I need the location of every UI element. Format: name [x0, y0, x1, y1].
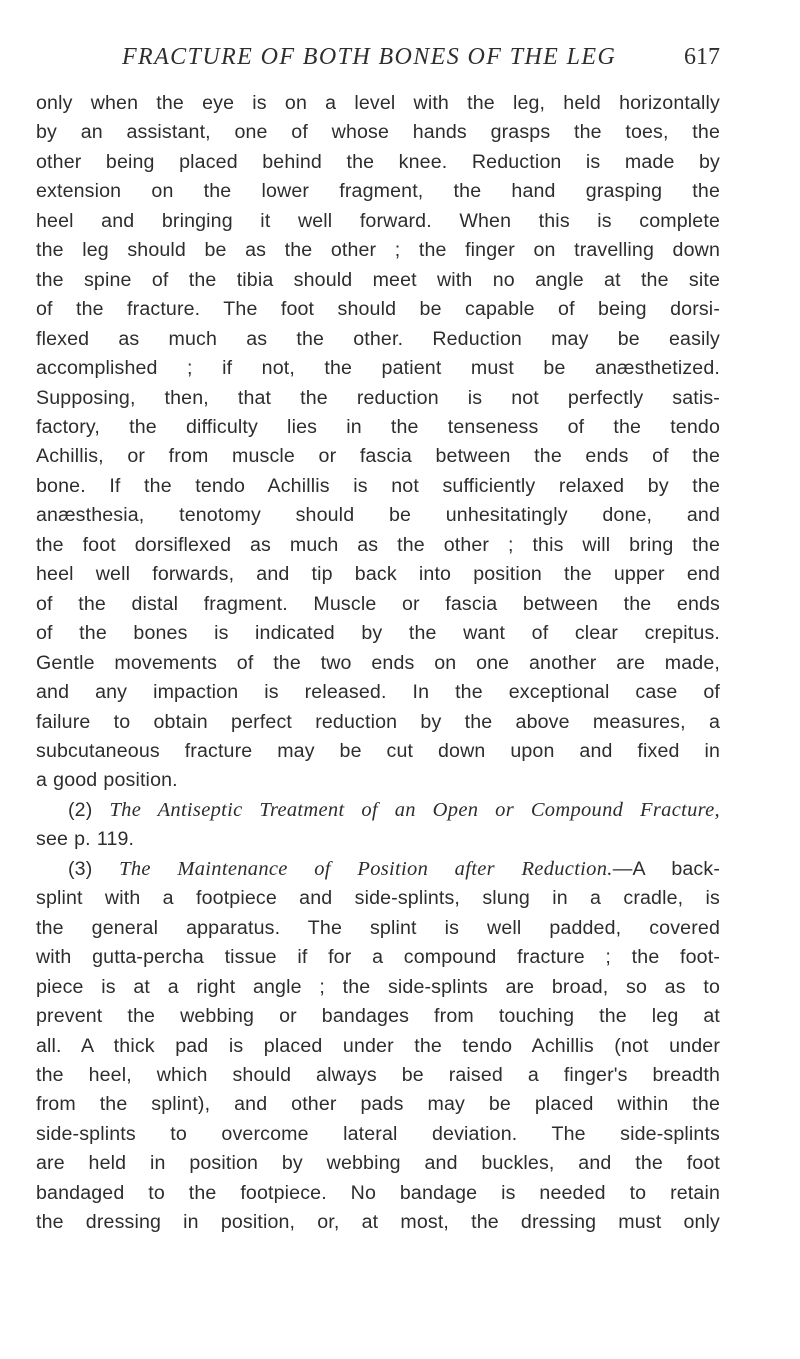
text-line: of the fracture. The foot should be capable of being dorsi- [36, 298, 720, 321]
text-line: see p. 119. [36, 828, 135, 851]
paragraph-maintenance [36, 884, 720, 1237]
text-line: bone. If the tendo Achillis is not sufficiently relaxed by the [36, 474, 720, 497]
text-line: Supposing, then, that the reduction is not perfectly satis- [36, 386, 720, 409]
text-line: only when the eye is on a level with the leg, held horizontally [36, 92, 720, 114]
text-line: accomplished ; if not, the patient must be anæsthetized. [36, 357, 720, 380]
text-line: the general apparatus. The splint is well padded, covered [36, 916, 720, 939]
text-line: other being placed behind the knee. Reduction is made by [36, 150, 720, 173]
section-heading: The Antiseptic Treatment of an Open or Compound Fracture, [109, 798, 720, 821]
text-line: bandaged to the footpiece. No bandage is needed to retain [36, 1181, 720, 1204]
text-line: piece is at a right angle ; the side-splints are broad, so as to [36, 975, 720, 998]
text-line: a good position. [36, 769, 178, 792]
running-head [36, 36, 720, 76]
text-line: with gutta-percha tissue if for a compound fracture ; the foot- [36, 946, 720, 969]
text-line: Achillis, or from muscle or fascia between the ends of the [36, 445, 720, 468]
section-number: (2) [68, 798, 93, 821]
chapter-title: FRACTURE OF BOTH BONES OF THE LEG [122, 44, 617, 70]
text-line: prevent the webbing or bandages from touching the leg at [36, 1005, 720, 1028]
text-line: of the distal fragment. Muscle or fascia between the ends [36, 592, 720, 615]
text-line: splint with a footpiece and side-splints, slung in a cradle, is [36, 887, 720, 910]
text-line: subcutaneous fracture may be cut down upon and fixed in [36, 739, 720, 762]
text-line: extension on the lower fragment, the hand grasping the [36, 180, 720, 203]
text-line: the spine of the tibia should meet with no angle at the site [36, 268, 720, 291]
text-line: the heel, which should always be raised a finger's breadth [36, 1063, 720, 1086]
text-line: side-splints to overcome lateral deviation. The side-splints [36, 1122, 720, 1145]
text-line: heel well forwards, and tip back into position the upper end [36, 563, 720, 586]
section-heading: The Maintenance of Position after Reduction. [119, 857, 613, 880]
text-line: are held in position by webbing and buckles, and the foot [36, 1152, 720, 1175]
page-number: 617 [684, 44, 720, 70]
paragraph-reduction [36, 89, 720, 796]
body-text [36, 89, 720, 1238]
paragraph-antiseptic-treatment [36, 796, 720, 825]
paragraph-maintenance-heading [36, 855, 720, 884]
text-line: the dressing in position, or, at most, the dressing must only [36, 1211, 720, 1234]
section-number: (3) [68, 857, 93, 880]
text-line: by an assistant, one of whose hands grasps the toes, the [36, 121, 720, 144]
text-line: anæsthesia, tenotomy should be unhesitatingly done, and [36, 504, 720, 527]
text-line: from the splint), and other pads may be placed within the [36, 1093, 720, 1116]
text-line: factory, the difficulty lies in the tenseness of the tendo [36, 415, 720, 438]
text-line: the leg should be as the other ; the finger on travelling down [36, 239, 720, 262]
text-line: flexed as much as the other. Reduction may be easily [36, 327, 720, 350]
text-line: heel and bringing it well forward. When this is complete [36, 209, 720, 232]
text-line: failure to obtain perfect reduction by the above measures, a [36, 710, 720, 733]
text-line: the foot dorsiflexed as much as the other ; this will bring the [36, 533, 720, 556]
text-line: and any impaction is released. In the exceptional case of [36, 681, 720, 704]
text-run: —A back- [612, 857, 721, 880]
book-page [36, 0, 720, 1359]
text-line: Gentle movements of the two ends on one another are made, [36, 651, 720, 674]
text-line: of the bones is indicated by the want of clear crepitus. [36, 622, 720, 645]
text-line: all. A thick pad is placed under the tendo Achillis (not under [36, 1034, 720, 1057]
